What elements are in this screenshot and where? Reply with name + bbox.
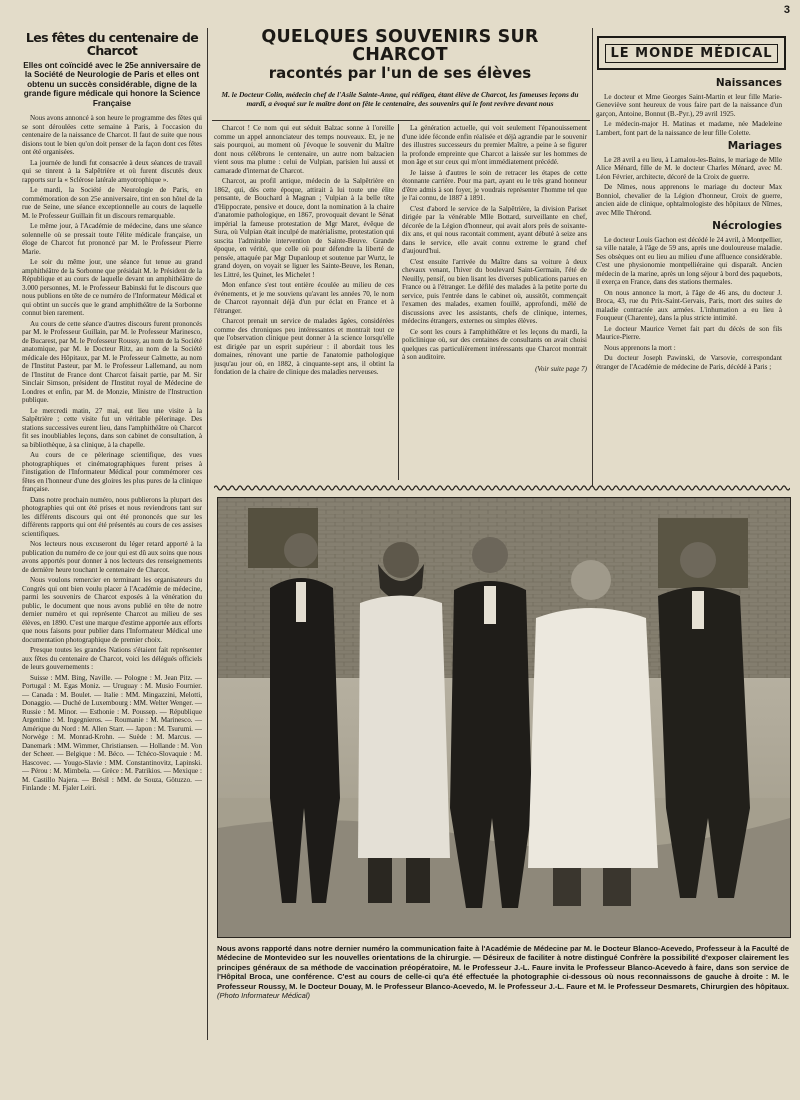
centenary-paragraph: Nos lecteurs nous excuseront du léger retard apporté à la publication du numéro de ce jour qui est dû aux soins que nous avons apportés pour donner à nos lecteurs des renseignements de dernière heure touchant le centenaire de Charcot. [22, 540, 202, 574]
centenary-paragraph: Le soir du même jour, une séance fut tenue au grand amphithéâtre de la Sorbonne que présidait M. le Président de la République et au cours de laquelle devant un amphithéâtre de 3.000 personnes, M. le Professeur Babinski fut le discours que nous publions en tête de ce numéro de l'Informateur Médical et qui obtint un succès que le grand amphithéâtre de la Sorbonne connut bien rarement. [22, 258, 202, 318]
notice-paragraph: Le docteur et Mme Georges Saint-Martin et leur fille Marie-Geneviève sont heureux de vous faire part de la naissance d'un garçon, Antoine, Bonnut (B.-Pyr.), 29 avril 1925. [596, 92, 782, 118]
centenary-paragraph: Le mercredi matin, 27 mai, eut lieu une visite à la Salpêtrière ; cette visite fut un véritable pèlerinage. Des stations successives eurent lieu, dans l'amphithéâtre où Charcot fit ses inoubliables leçons, dans son cabinet de consultation, à sa bibliothèque, à sa clinique, à la chapelle. [22, 406, 202, 449]
column-rule [592, 28, 593, 486]
article-column-2 [402, 124, 587, 482]
article-subtitle: racontés par l'un de ses élèves [268, 63, 532, 82]
header-rule [212, 120, 590, 121]
photo-credit: (Photo Informateur Médical) [217, 990, 310, 1000]
society-column [596, 74, 782, 486]
monde-medical-masthead [597, 36, 786, 70]
continued-note: (Voir suite page 7) [535, 364, 587, 373]
centenary-paragraph: Le mardi, la Société de Neurologie de Paris, en commémoration de son 25e anniversaire, tint en son hôtel de la rue de Seine, une séance exceptionnelle au cours de laquelle M. le Professeur Guillain fit un discours remarquable. [22, 186, 202, 220]
centenary-paragraph: Nous voulons remercier en terminant les organisateurs du Congrès qui ont bien voulu placer à l'Académie de médecine, parmi les souvenirs de Charcot exposés à la vénération du public, le document que nous avons publié en tête de notre dernier numéro et qui représente Charcot au milieu de ses élèves, en 1890. C'est une marque d'estime apportée aux efforts que nous faisons pour publier dans l'Informateur Médical une documentation photographique de premier choix. [22, 576, 202, 644]
centenary-paragraph: Le même jour, à l'Académie de médecine, dans une séance solennelle où se pressait toute l'élite médicale française, un éloge de Charcot fut prononcé par M. le Professeur Pierre Marie. [22, 222, 202, 256]
notice-paragraph: Le docteur Maurice Vernet fait part du décès de son fils Maurice-Pierre. [596, 324, 782, 342]
notice-paragraph: Le docteur Louis Gachon est décédé le 24 avril, à Montpellier, sa ville natale, à l'âge de 59 ans, après une douloureuse maladie. Ses obsèques ont eu lieu au milieu d'une affluence considérable. C'est une physionomie montpelliéraine qui disparaît. Ancien médecin de la marine, après un long séjour à bord des paquebots, il exerça en France, dans des stations thermales. [596, 235, 782, 287]
article-paragraph: Charcot, au profil antique, médecin de la Salpêtrière en 1862, qui, dès cette époque, attirait à lui toute une élite pensante, de Bouchard à Magnan ; Vulpian à la belle tête d'Hippocrate, pensive et douce, dont la nomination à la chaire d'anatomie pathologique, en 1867, provoquait devant le Sénat impérial la fameuse protestation de Mgr Maret, évêque de Sura, où Vulpian était inculpé de matérialisme, protestation qui suscita l'admirable intervention de Sainte-Beuve. Grande époque, en vérité, que celle où pour défendre la liberté de pensée, attaquée par Mgr Dupanloup et soutenue par Wurtz, le grand doyen, on voyait se liguer les Sainte-Beuve, les Renan, les Littré, les Quinet, les Michelet ! [214, 177, 394, 279]
article-title: QUELQUES SOUVENIRS SUR CHARCOT [261, 27, 539, 66]
centenary-paragraph: Au cours de cette séance d'autres discours furent prononcés par M. le Professeur Guillain, par M. le Professeur Marinesco, de Bucarest, par M. le Professeur Roussy, au nom de la Société anatomique, par M. le Docteur Ritz, au nom de la Société médicale des Hôpitaux, par M. le Professeur Calmette, au nom de l'Institut Pasteur, par M. le Professeur Lallemand, au nom de l'Institut de France dont Charcot faisait partie, par M. Sir Sinclair Simson, président de l'Institut royal de Médecine de Londres et enfin, par M. de Monzie, Ministre de l'Instruction publique. [22, 319, 202, 405]
notice-paragraph: Le médecin-major H. Matinas et madame, née Madeleine Lambert, font part de la naissance de leur fille Colette. [596, 120, 782, 137]
centenary-paragraph: Au cours de ce pèlerinage scientifique, des vues photographiques et cinématographiques furent prises à l'instigation de l'Informateur Médical pour commémorer ces fêtes en l'honneur d'une des gloires les plus pures de la clinique française. [22, 451, 202, 494]
article-paragraph: C'est d'abord le service de la Salpêtrière, la division Pariset dirigée par la vénérable Mlle Bottard, surveillante en chef, décorée de la Légion d'honneur, qui avait alors près de soixante-dix ans, et qui nous racontait comment, ayant débuté à seize ans dans le service, elle avait connu extreme le grand chef d'aujourd'hui. [402, 204, 587, 255]
page-number: 3 [783, 4, 790, 16]
article-header [212, 28, 588, 109]
column-rule [207, 28, 208, 1040]
article-column-1 [214, 124, 394, 482]
caption-text: Nous avons rapporté dans notre dernier numéro la communication faite à l'Académie de Médecine par M. le Docteur Blanco-Acevedo, Professeur à la Faculté de Médecine de Montevideo sur les nouvelles orientations de la chirurgie. — Désireux de faciliter à notre distingué Confrère la possibilité d'exposer clairement les principes généraux de sa méthode de vaccination préopératoire, M. le Professeur J.-L. Faure invita le Professeur Blanco-Acevedo à faire, dans son service de l'Hôpital Broca, une conférence. C'est au cours de celle-ci qu'a été effectuée la photographie ci-dessous où nous reconnaissons de gauche à droite : M. le Professeur Roussy, M. le Docteur Douay, M. le Professeur Blanco-Acevedo, M. le Professeur J.-L. Faure et M. le Professeur Desmarets, Chirurgien des hôpitaux. [217, 944, 789, 991]
centenary-lead: Elles ont coïncidé avec le 25e anniversaire de la Société de Neurologie de Paris et elles ont obtenu un succès considérable, digne de la grande figure médicale qui honore la Science Française [23, 61, 201, 108]
centenary-paragraph: Dans notre prochain numéro, nous publierons la plupart des photographies qui ont été prises et nous reviendrons tant sur les différents discours qui ont été prononcés que sur les différents rapports qui ont été présentés au cours de ces assises scientifiques. [22, 495, 202, 538]
notice-paragraph: Du docteur Joseph Pawinski, de Varsovie, correspondant étranger de l'Académie de médecine de Paris, décédé à Paris ; [596, 354, 782, 371]
group-photograph [217, 497, 791, 938]
centenary-column [22, 30, 202, 1035]
masthead-title: LE MONDE MÉDICAL [605, 44, 777, 63]
notice-paragraph: Nous apprenons la mort : [604, 343, 676, 352]
centenary-body [22, 114, 202, 793]
section-heading: Mariages [727, 140, 782, 153]
person-5 [658, 542, 750, 898]
article-paragraph: Charcot prenait un service de malades âgées, considérées comme des chroniques peu intéressantes et montrait tout ce que l'observation clinique peut donner à la science lorsqu'elle est dirigée par un esprit supérieur : il abordait tous les domaines, rénovant une partie de l'anatomie pathologique jusqu'au jour où, en 1882, à cinquante-sept ans, il obtint la fondation de la chaire de clinique des maladies nerveuses. [214, 317, 394, 376]
section-heading: Nécrologies [712, 220, 782, 233]
column-rule [398, 124, 399, 480]
article-paragraph: Charcot ! Ce nom qui eut séduit Balzac sonne à l'oreille comme un appel annonciateur des temps nouveaux. Et, je ne sais pourquoi, au moment où j'évoque le souvenir du Maître dont nous célébrons le centenaire, un autre nom balzacien vient sous ma plume : celui de Vulpian, parisien lui aussi et camarade d'internat de Charcot. [214, 124, 394, 175]
article-paragraph: La génération actuelle, qui voit seulement l'épanouissement d'une idée féconde enfin réalisée et déjà agrandie par le souvenir des illustres successeurs du premier Maître, a peine à se figurer la profonde empreinte que Charcot a laissée sur les hommes de mon âge et sur ceux qui m'ont immédiatement précédé. [402, 124, 587, 166]
article-paragraph: Mon enfance s'est tout entière écoulée au milieu de ces événements, et je me souviens qu'avant les années 70, le nom de Charcot rayonnait déjà d'un pur éclat en France et à l'étranger. [214, 281, 394, 315]
article-paragraph: Ce sont les cours à l'amphithéâtre et les leçons du mardi, la policlinique où, sur des centaines de consultants on avait choisi quelques cas particulièrement intéressants que Charcot montrait à son auditoire. [402, 327, 587, 361]
article-paragraph: C'est ensuite l'arrivée du Maître dans sa voiture à deux chevaux venant, l'hiver du boulevard Saint-Germain, l'été de Neuilly, pensif, ou bien lisant les diverses publications parues en France ou à l'étranger. Le défilé des malades à la petite porte du service, puis l'entrée dans le cabinet où, aussitôt, commençait l'examen des malades, examen fouillé, approfondi, mêlé de discussions avec les assistants, chefs de clinique, internes, médecins étrangers, externes ou simples élèves. [402, 257, 587, 325]
article-paragraph: Je laisse à d'autres le soin de retracer les étapes de cette étonnante carrière. Pour ma part, ayant eu le très grand honneur d'être admis à son foyer, je voudrais représenter l'homme tel que je l'ai connu, de 1887 à 1891. [402, 168, 587, 202]
notice-paragraph: Le 28 avril a eu lieu, à Lamalou-les-Bains, le mariage de Mlle Alice Ménard, fille de M. le docteur Charles Ménard, avec M. Léon Février, architecte, décoré de la Croix de guerre. [596, 155, 782, 181]
photo-caption [217, 944, 789, 1000]
section-heading: Naissances [715, 77, 782, 89]
centenary-paragraph: Presque toutes les grandes Nations s'étaient fait représenter aux fêtes du centenaire de Charcot, voici les délégués officiels de leurs gouvernements : [22, 646, 202, 672]
article-intro: M. le Docteur Colin, médecin chef de l'Asile Sainte-Anne, qui rédigea, étant élève de Charcot, les fameuses leçons du mardi, a évoqué sur le maître dont on fête le centenaire, des souvenirs qui le font revivre devant nous [221, 90, 579, 109]
notice-paragraph: On nous annonce la mort, à l'âge de 46 ans, du docteur J. Broca, 43, rue du Prix-Saint-Gervais, Paris, mort des suites de maladie contractée aux armées. L'inhumation a eu lieu à Fouqueur (Charente), dans la plus stricte intimité. [596, 288, 782, 323]
centenary-paragraph: La journée de lundi fut consacrée à deux séances de travail qui se tinrent à la Salpêtrière et où furent discutés deux rapports sur la « Sclérose latérale amyotrophique ». [22, 158, 202, 184]
centenary-paragraph: Nous avons annoncé à son heure le programme des fêtes qui se sont déroulées cette semaine à Paris, à l'occasion du centenaire de la naissance de Charcot. Il faut de suite que nous disions tout le bien qu'on doit penser de la façon dont ces fêtes ont été organisées. [22, 114, 202, 157]
centenary-title: Les fêtes du centenaire de Charcot [25, 30, 199, 58]
photo-scene [218, 498, 790, 937]
centenary-paragraph: Suisse : MM. Bing, Naville. — Pologne : M. Jean Pitz. — Portugal : M. Egas Moniz. — Uruguay : M. Musio Fournier. — Canada : M. Boulet. — Italie : MM. Mingazzini, Melotti, Donaggio. — Duché de Luxembourg : MM. Welter Wenger. — Russie : M. Minor. — Esthonie : M. Poussep. — République Argentine : M. Ingegnieros. — Roumanie : M. Marinesco. — Amérique du Nord : M. Allen Starr. — Japon : M. Tsurumi. — Norwège : M. Monrad-Krohn. — Suède : M. Marcus. — Danemark : MM. Wimmer, Christiansen. — Hollande : M. Von der Scheer. — Belgique : M. Béco. — Tchéco-Slovaquie : M. Hascovec. — Yougo-Slavie : MM. Constantinovitz, Lapinski. — Pérou : M. Mimbela. — Grèce : M. Patrikios. — Mexique : M. Castillo Najera. — Brésil : MM. de Souza, Götuzzo. — Finlande : M. Fjaler Leiri. [22, 673, 202, 793]
wavy-divider [214, 484, 790, 492]
notice-paragraph: De Nîmes, nous apprenons le mariage du docteur Max Bonniol, chevalier de la Légion d'honneur, Croix de guerre, ancien aide de clinique, ophtalmologiste des hôpitaux de Nîmes, avec Mlle Thérond. [596, 183, 782, 217]
